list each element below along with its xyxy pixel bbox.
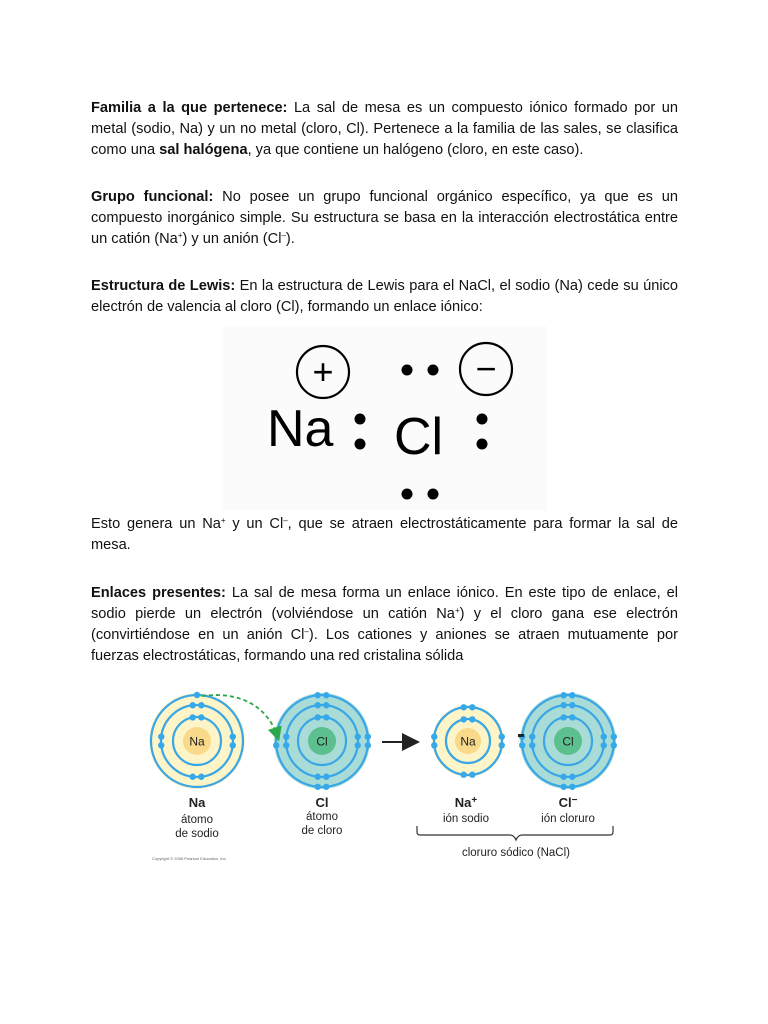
grupo-text-3: ). [285, 231, 295, 247]
nucleus-symbol: Cl [562, 734, 574, 749]
electron [469, 716, 475, 722]
electron [611, 733, 617, 739]
cl-symbol: Cl [394, 408, 444, 466]
cl-sub-2: de cloro [301, 825, 343, 837]
electron [431, 733, 437, 739]
electron [230, 733, 236, 739]
electron [314, 774, 320, 780]
electron [499, 733, 505, 739]
electron [198, 714, 204, 720]
electron [460, 704, 466, 710]
lewis-paragraph [91, 276, 678, 318]
electron-dot [477, 439, 488, 450]
electron [314, 692, 320, 698]
electron [365, 733, 371, 739]
electron [273, 742, 279, 748]
enlaces-text-1: La sal de mesa forma un enlace iónico. En este tipo de enlace, el sodio pierde un electrón (volviéndose un catión Na [91, 585, 678, 622]
electron [283, 733, 289, 739]
electron [431, 742, 437, 748]
electron [569, 714, 575, 720]
electron [499, 742, 505, 748]
positive-charge-sign: + [312, 351, 334, 392]
electron [314, 784, 320, 790]
extra-electron-mark [518, 734, 524, 737]
esto-paragraph [91, 514, 678, 556]
familia-paragraph [91, 98, 678, 161]
grupo-sup-2: – [281, 231, 286, 240]
nucleus-symbol: Na [460, 734, 476, 749]
electron [323, 692, 329, 698]
electron [560, 784, 566, 790]
electron [314, 702, 320, 708]
electron-dot [477, 414, 488, 425]
electron [569, 784, 575, 790]
electron [283, 742, 289, 748]
na-ion-sub: ión sodio [442, 813, 490, 825]
electron [189, 774, 195, 780]
electron [323, 784, 329, 790]
electron [529, 742, 535, 748]
grupo-text-2: ) y un anión (Cl [182, 231, 282, 247]
grupo-paragraph [91, 187, 678, 250]
electron [194, 692, 200, 698]
electron [355, 733, 361, 739]
enlaces-sup-1: + [454, 606, 460, 615]
enlaces-label: Enlaces presentes: [91, 585, 226, 601]
electron [158, 733, 164, 739]
enlaces-sup-2: – [304, 627, 309, 636]
nucleus-symbol: Na [189, 734, 205, 749]
electron [469, 704, 475, 710]
electron-dot [428, 365, 439, 376]
bracket [417, 826, 613, 840]
electron [323, 702, 329, 708]
electron [469, 772, 475, 778]
electron [189, 702, 195, 708]
electron [365, 742, 371, 748]
electron [601, 742, 607, 748]
electron [460, 772, 466, 778]
electron [323, 714, 329, 720]
esto-text-2: y un Cl [225, 516, 284, 532]
electron-dot [402, 489, 413, 500]
na-sub-1: átomo [181, 814, 213, 826]
electron [569, 702, 575, 708]
electron [230, 742, 236, 748]
electron-dot [355, 439, 366, 450]
nucleus-symbol: Cl [316, 734, 328, 749]
cl-sub-1: átomo [306, 811, 338, 823]
ionic-bond-diagram [140, 686, 630, 866]
electron [529, 733, 535, 739]
electron [190, 714, 196, 720]
familia-label: Familia a la que pertenece: [91, 100, 288, 116]
na-ion-charge: + [471, 795, 478, 806]
na-ion-symbol: Na [454, 795, 472, 810]
electron [198, 702, 204, 708]
familia-bold-term: sal halógena [159, 142, 248, 158]
cl-ion-symbol: Cl [558, 795, 572, 810]
electron [315, 714, 321, 720]
bracket-label: cloruro sódico (NaCl) [461, 847, 571, 859]
electron [561, 714, 567, 720]
esto-text-1: Esto genera un Na [91, 516, 221, 532]
sodium-atom [149, 692, 245, 789]
esto-sup-1: + [220, 516, 226, 525]
na-symbol: Na [267, 400, 334, 458]
electron [198, 774, 204, 780]
electron [611, 742, 617, 748]
electron-dot [428, 489, 439, 500]
electron [461, 716, 467, 722]
electron-dot [402, 365, 413, 376]
lewis-label: Estructura de Lewis: [91, 278, 236, 294]
electron [569, 774, 575, 780]
enlaces-text-2: ) y el cloro gana ese electrón (convirtiéndose en un anión Cl [91, 606, 679, 643]
electron [355, 742, 361, 748]
na-ion-label [455, 795, 478, 810]
cl-label: Cl [315, 795, 329, 810]
grupo-label: Grupo funcional: [91, 189, 214, 205]
electron [519, 742, 525, 748]
cl-ion-charge: − [571, 795, 578, 806]
familia-text-2: , ya que contiene un halógeno (cloro, en este caso). [247, 142, 584, 158]
electron [560, 702, 566, 708]
copyright-note: Copyright © 2008 Pearson Education, Inc. [152, 856, 227, 861]
electron [560, 774, 566, 780]
electron [560, 692, 566, 698]
familia-text-1: La sal de mesa es un compuesto iónico formado por un metal (sodio, Na) y un no metal (cloro, Cl). Pertenece a la familia de las sales, se clasifica como una [91, 100, 678, 158]
grupo-text-1: No posee un grupo funcional orgánico específico, ya que es un compuesto inorgánico simple. Su estructura se basa en la interacción electrostática entre un catión (Na [91, 189, 678, 247]
chlorine-atom [273, 692, 371, 790]
enlaces-text-3: ). Los cationes y aniones se atraen mutuamente por fuerzas electrostáticas, formando una red cristalina sólida [91, 627, 678, 664]
esto-sup-2: – [283, 516, 288, 525]
sodium-ion [431, 704, 505, 778]
cl-ion-sub: ión cloruro [541, 813, 595, 825]
chloride-ion [519, 692, 617, 790]
esto-text-3: , que se atraen electrostáticamente para formar la sal de mesa. [91, 516, 678, 553]
electron [323, 774, 329, 780]
grupo-sup-1: + [177, 231, 183, 240]
na-label: Na [188, 795, 206, 810]
na-sub-2: de sodio [175, 828, 219, 840]
electron [569, 692, 575, 698]
negative-charge-sign: − [475, 348, 497, 389]
electron [158, 742, 164, 748]
lewis-text: En la estructura de Lewis para el NaCl, el sodio (Na) cede su único electrón de valencia al cloro (Cl), formando un enlace iónico: [91, 278, 678, 315]
enlaces-paragraph [91, 583, 678, 667]
cl-ion-label [559, 795, 578, 810]
electron-dot [355, 414, 366, 425]
electron [601, 733, 607, 739]
lewis-structure-figure [222, 326, 547, 511]
